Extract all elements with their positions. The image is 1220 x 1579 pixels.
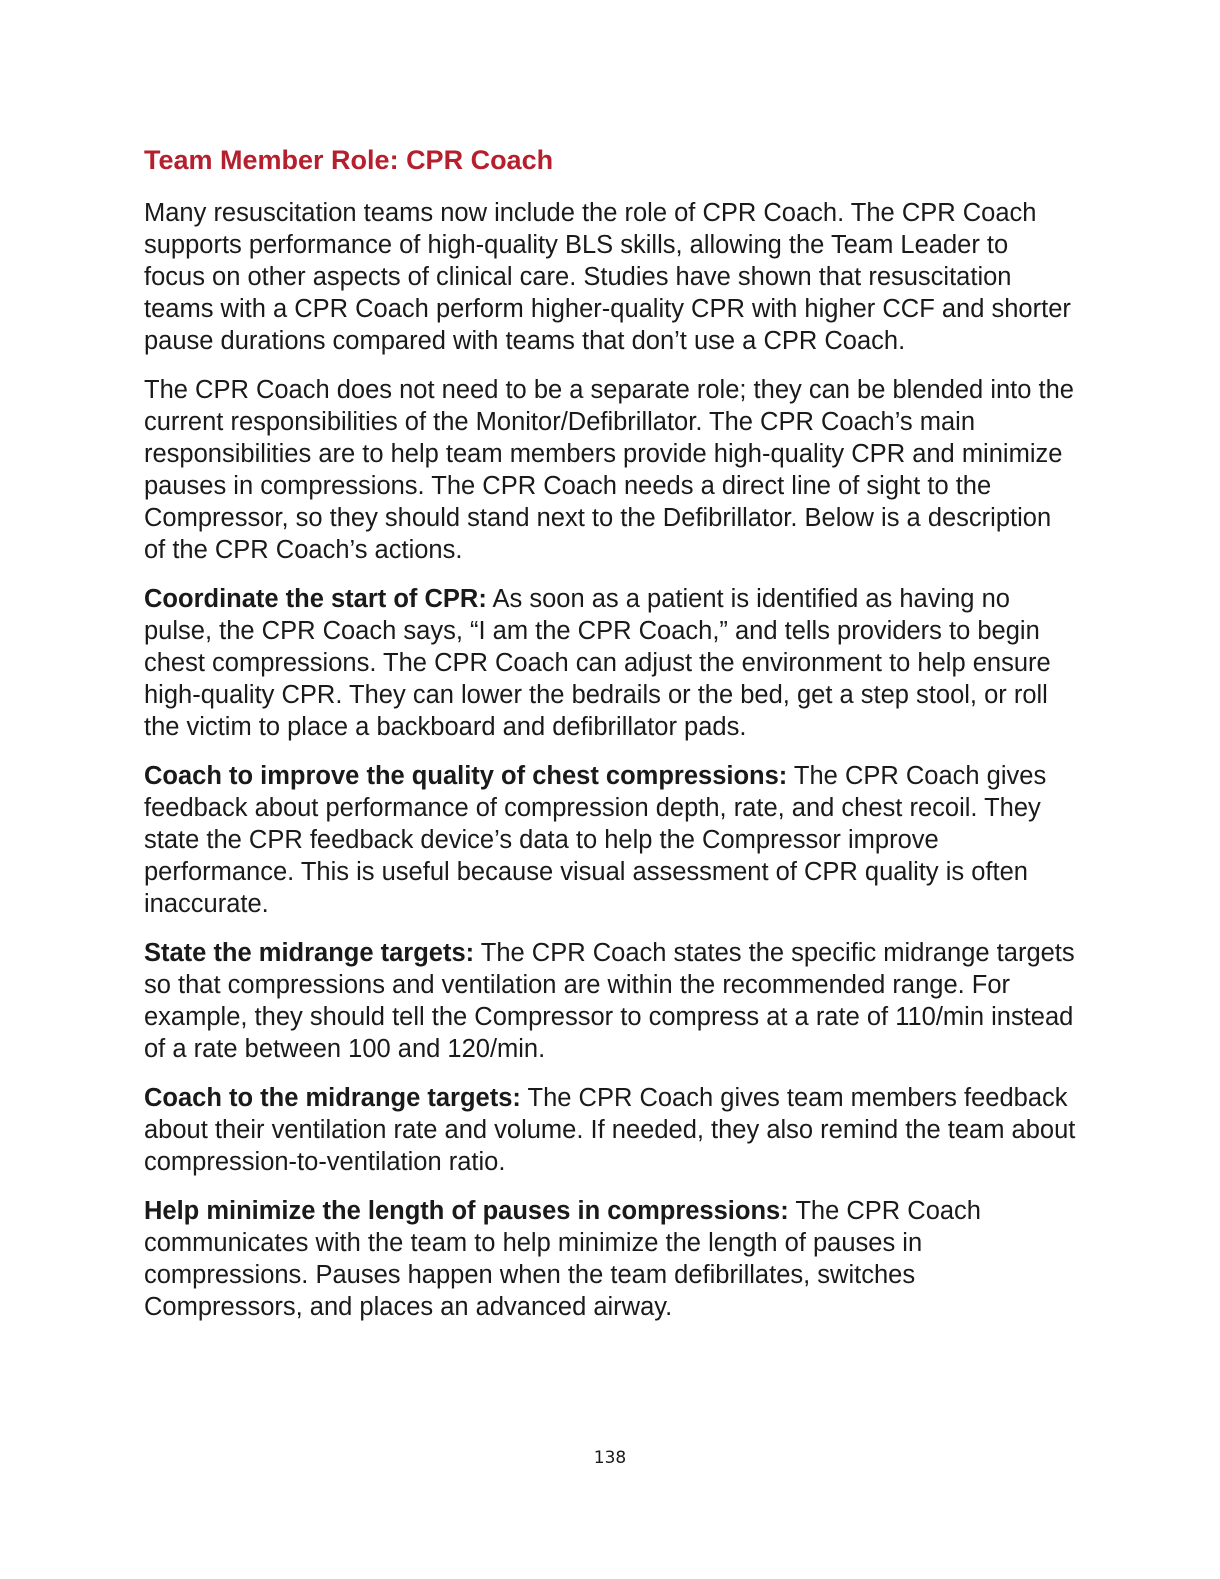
action-text: The CPR Coach gives team members feedback about their ventilation rate and volume. If needed, they also remind the team about compression-to-ventilation ratio. [144, 1084, 1076, 1176]
action-text: The CPR Coach gives feedback about performance of compression depth, rate, and chest recoil. They state the CPR feedback device’s data to help the Compressor improve performance. This is useful because visual assessment of CPR quality is often inaccurate. [144, 762, 1047, 918]
intro-paragraph: Many resuscitation teams now include the role of CPR Coach. The CPR Coach supports performance of high-quality BLS skills, allowing the Team Leader to focus on other aspects of clinical care. Studies have shown that resuscitation teams with a CPR Coach perform higher-quality CPR with higher CCF and shorter pause durations compared with teams that don’t use a CPR Coach. [144, 199, 1071, 355]
action-lead: Coach to the midrange targets: [144, 1084, 521, 1112]
section-heading: Team Member Role: CPR Coach [144, 145, 554, 175]
intro-paragraph: The CPR Coach does not need to be a separate role; they can be blended into the current responsibilities of the Monitor/Defibrillator. The CPR Coach’s main responsibilities are to help team members provide high-quality CPR and minimize pauses in compressions. The CPR Coach needs a direct line of sight to the Compressor, so they should stand next to the Defibrillator. Below is a description of the CPR Coach’s actions. [144, 376, 1074, 564]
action-lead: Coach to improve the quality of chest compressions: [144, 762, 788, 790]
action-text: The CPR Coach states the specific midrange targets so that compressions and ventilation are within the recommended range. For example, they should tell the Compressor to compress at a rate of 110/min instead of a rate between 100 and 120/min. [144, 939, 1075, 1063]
action-lead: State the midrange targets: [144, 939, 475, 967]
action-text: The CPR Coach communicates with the team to help minimize the length of pauses in compressions. Pauses happen when the team defibrillates, switches Compressors, and places an advanced airway. [144, 1197, 981, 1321]
action-paragraph-coach-targets [144, 1082, 1076, 1178]
action-paragraph-improve-quality [144, 760, 1076, 920]
action-lead: Coordinate the start of CPR: [144, 585, 487, 613]
action-paragraph-state-targets [144, 937, 1076, 1065]
action-lead: Help minimize the length of pauses in compressions: [144, 1197, 789, 1225]
action-text: As soon as a patient is identified as having no pulse, the CPR Coach says, “I am the CPR Coach,” and tells providers to begin chest compressions. The CPR Coach can adjust the environment to help ensure high-quality CPR. They can lower the bedrails or the bed, get a step stool, or roll the victim to place a backboard and defibrillator pads. [144, 585, 1051, 741]
page-content [144, 143, 1076, 1340]
page-number: 138 [593, 1448, 627, 1468]
action-paragraph-minimize-pauses [144, 1195, 1076, 1323]
action-paragraph-coordinate-start [144, 583, 1076, 743]
